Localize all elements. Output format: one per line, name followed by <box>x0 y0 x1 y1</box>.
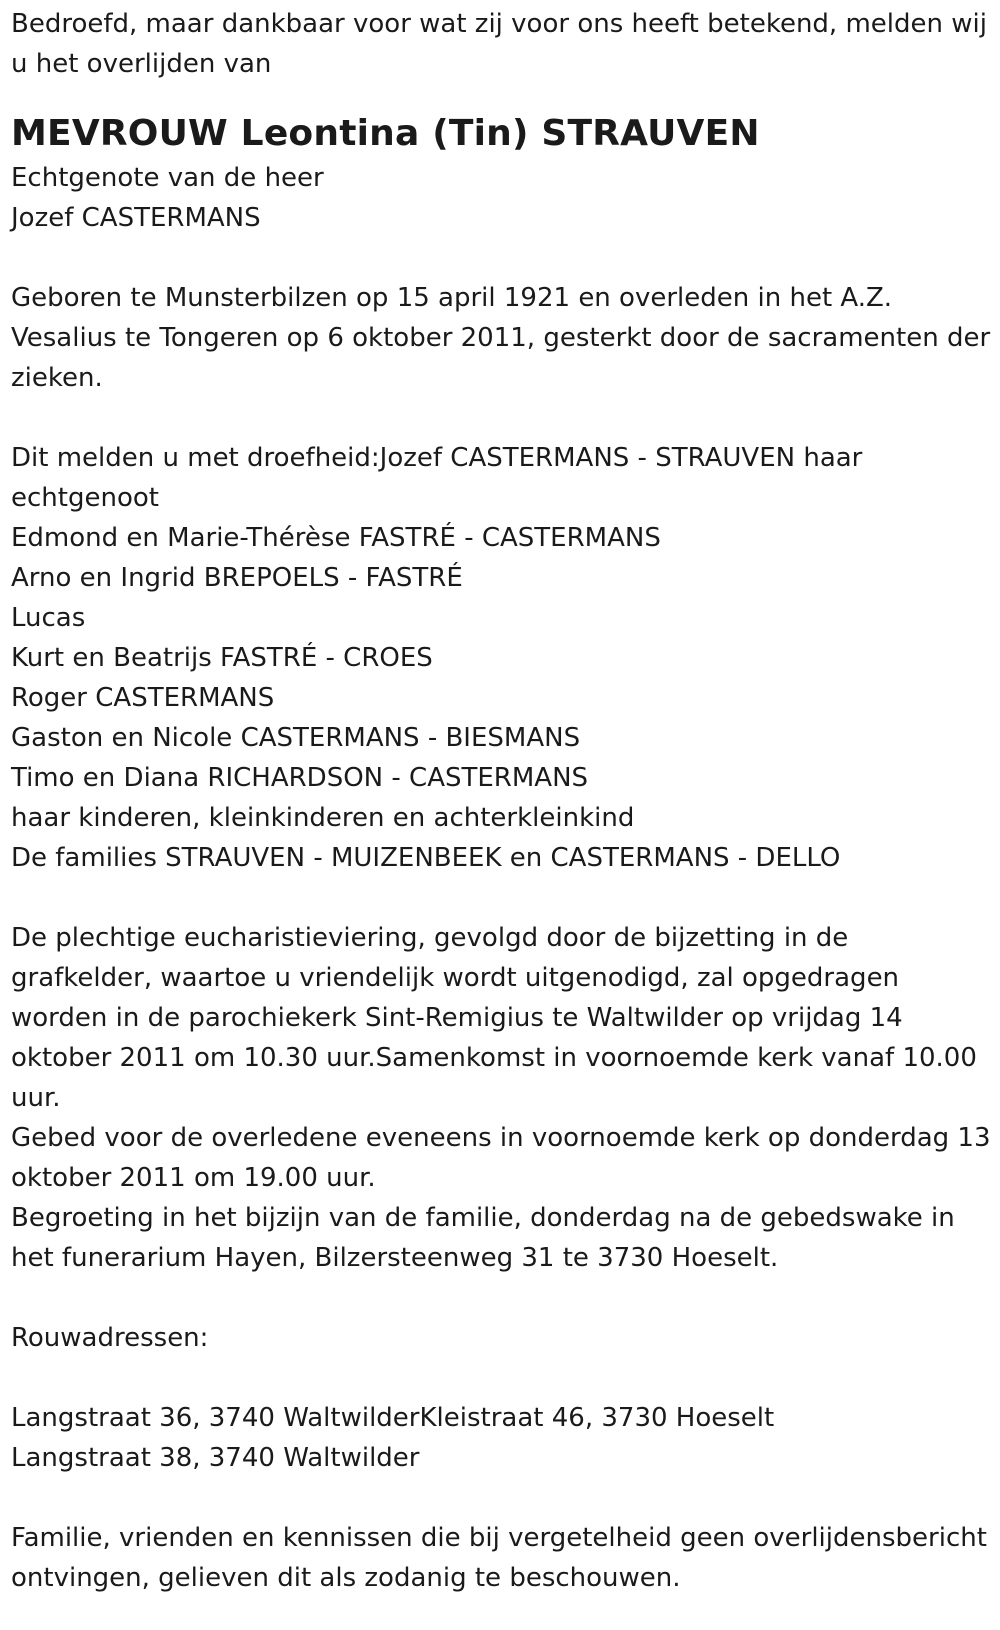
spacer <box>11 398 996 438</box>
prayer-text: Gebed voor de overledene eveneens in voornoemde kerk op donderdag 13 oktober 2011 om 19.00 uur. <box>11 1123 991 1193</box>
spouse-line: Echtgenote van de heer <box>11 163 324 193</box>
ceremony-text: De plechtige eucharistieviering, gevolgd door de bijzetting in de grafkelder, waartoe u vriendelijk wordt uitgenodigd, zal opgedragen worden in de parochiekerk Sint-Remigius te Waltwilder op vrijdag 14 oktober 2011 om 10.30 uur.Samenkomst in voornoemde kerk vanaf 10.00 uur. <box>11 923 977 1113</box>
greeting-text: Begroeting in het bijzijn van de familie, donderdag na de gebedswake in het funerarium Hayen, Bilzersteenweg 31 te 3730 Hoeselt. <box>11 1203 955 1273</box>
birth-death-text: Geboren te Munsterbilzen op 15 april 1921 en overleden in het A.Z. Vesalius te Tongeren op 6 oktober 2011, gesterkt door de sacramenten der zieken. <box>11 283 991 393</box>
spouse-name: Jozef CASTERMANS <box>11 203 261 233</box>
addresses-label: Rouwadressen: <box>11 1323 209 1353</box>
spacer <box>11 1478 996 1518</box>
family-line: Edmond en Marie-Thérèse FASTRÉ - CASTERMANS <box>11 523 661 553</box>
obituary-notice <box>11 4 996 1598</box>
address-line: Langstraat 38, 3740 Waltwilder <box>11 1443 420 1473</box>
family-line: haar kinderen, kleinkinderen en achterkleinkind <box>11 803 635 833</box>
family-line: Arno en Ingrid BREPOELS - FASTRÉ <box>11 563 463 593</box>
announcers-intro: Dit melden u met droefheid:Jozef CASTERMANS - STRAUVEN haar echtgenoot <box>11 443 863 513</box>
spouse-block <box>11 158 996 238</box>
spacer <box>11 878 996 918</box>
deceased-name: MEVROUW Leontina (Tin) STRAUVEN <box>11 113 760 154</box>
ceremony-block <box>11 918 996 1278</box>
spacer <box>11 84 996 110</box>
spacer <box>11 1358 996 1398</box>
family-line: Kurt en Beatrijs FASTRÉ - CROES <box>11 643 433 673</box>
spacer <box>11 238 996 278</box>
family-line: Gaston en Nicole CASTERMANS - BIESMANS <box>11 723 581 753</box>
spacer <box>11 1278 996 1318</box>
family-line: Timo en Diana RICHARDSON - CASTERMANS <box>11 763 589 793</box>
addresses-block <box>11 1398 996 1478</box>
family-block <box>11 438 996 878</box>
family-line: Lucas <box>11 603 86 633</box>
address-line: Langstraat 36, 3740 WaltwilderKleistraat 46, 3730 Hoeselt <box>11 1403 775 1433</box>
family-line: Roger CASTERMANS <box>11 683 275 713</box>
intro-text: Bedroefd, maar dankbaar voor wat zij voor ons heeft betekend, melden wij u het overlijden van <box>11 9 987 79</box>
family-line: De families STRAUVEN - MUIZENBEEK en CASTERMANS - DELLO <box>11 843 841 873</box>
closing-text: Familie, vrienden en kennissen die bij vergetelheid geen overlijdensbericht ontvingen, gelieven dit als zodanig te beschouwen. <box>11 1523 987 1593</box>
